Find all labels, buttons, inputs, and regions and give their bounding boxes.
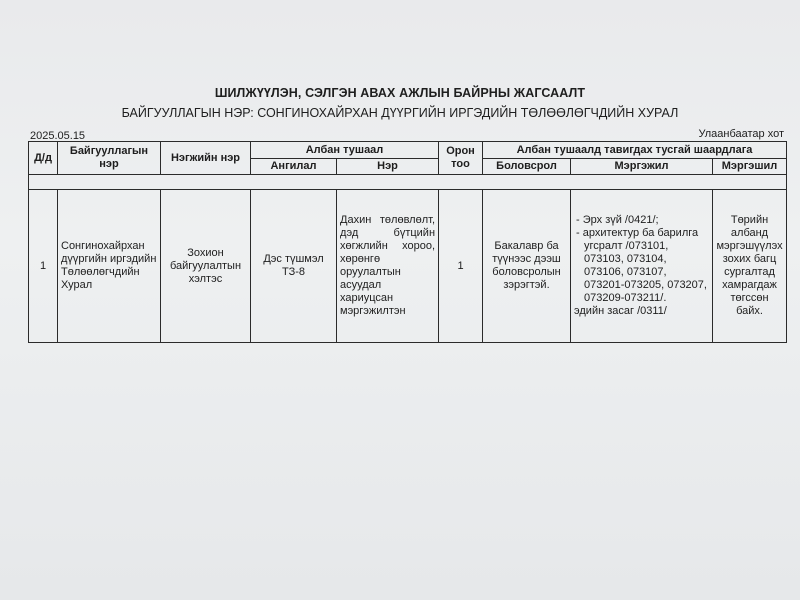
- cell-position-name: Дахин төлөвлөлт, дэд бүтцийн хөгжлийн хороо, хөрөнгө оруулалтын асуудал хариуцсан мэргэжилтэн: [337, 190, 439, 343]
- document-date: 2025.05.15: [30, 130, 86, 142]
- profession-item: эдийн засаг /0311/: [574, 305, 667, 317]
- header-education: Боловсрол: [483, 159, 571, 175]
- header-org-name: Байгууллагын нэр: [58, 142, 161, 175]
- header-position-category: Ангилал: [251, 159, 337, 175]
- profession-item: - Эрх зүй /0421/;: [576, 214, 659, 226]
- cell-profession: [571, 190, 713, 343]
- document-location: Улаанбаатар хот: [698, 128, 784, 140]
- cell-education: Бакалавр ба түүнээс дээш боловсролын зэрэгтэй.: [483, 190, 571, 343]
- cell-org-name: Сонгинохайрхан дүүргийн иргэдийн Төлөөлөгчдийн Хурал: [58, 190, 161, 343]
- profession-item: - архитектур ба барилга угсралт /073101, 073103, 073104, 073106, 073107, 073201-073205, 073207, 073209-073211/.: [576, 227, 707, 304]
- cell-num: 1: [29, 190, 58, 343]
- header-position-name: Нэр: [337, 159, 439, 175]
- cell-unit-name: Зохион байгуулалтын хэлтэс: [161, 190, 251, 343]
- positions-table: [28, 141, 787, 343]
- header-profession: Мэргэжил: [571, 159, 713, 175]
- organization-subtitle: БАЙГУУЛЛАГЫН НЭР: СОНГИНОХАЙРХАН ДҮҮРГИЙН ИРГЭДИЙН ТӨЛӨӨЛӨГЧДИЙН ХУРАЛ: [121, 106, 679, 120]
- header-requirements: Албан тушаалд тавигдах тусгай шаардлага: [483, 142, 787, 159]
- header-skill: Мэргэшил: [713, 159, 787, 175]
- cell-position-category: Дэс түшмэл ТЗ-8: [251, 190, 337, 343]
- header-position: Албан тушаал: [251, 142, 439, 159]
- blank-row: [29, 175, 787, 190]
- cell-skill: Төрийн албанд мэргэшүүлэх зохих багц сургалтад хамрагдаж төгссөн байх.: [713, 190, 787, 343]
- document-title: ШИЛЖҮҮЛЭН, СЭЛГЭН АВАХ АЖЛЫН БАЙРНЫ ЖАГСААЛТ: [214, 86, 586, 100]
- header-num: Д/д: [29, 142, 58, 175]
- cell-slots: 1: [439, 190, 483, 343]
- header-slots: Орон тоо: [439, 142, 483, 175]
- header-unit-name: Нэгжийн нэр: [161, 142, 251, 175]
- table-row: [29, 190, 787, 343]
